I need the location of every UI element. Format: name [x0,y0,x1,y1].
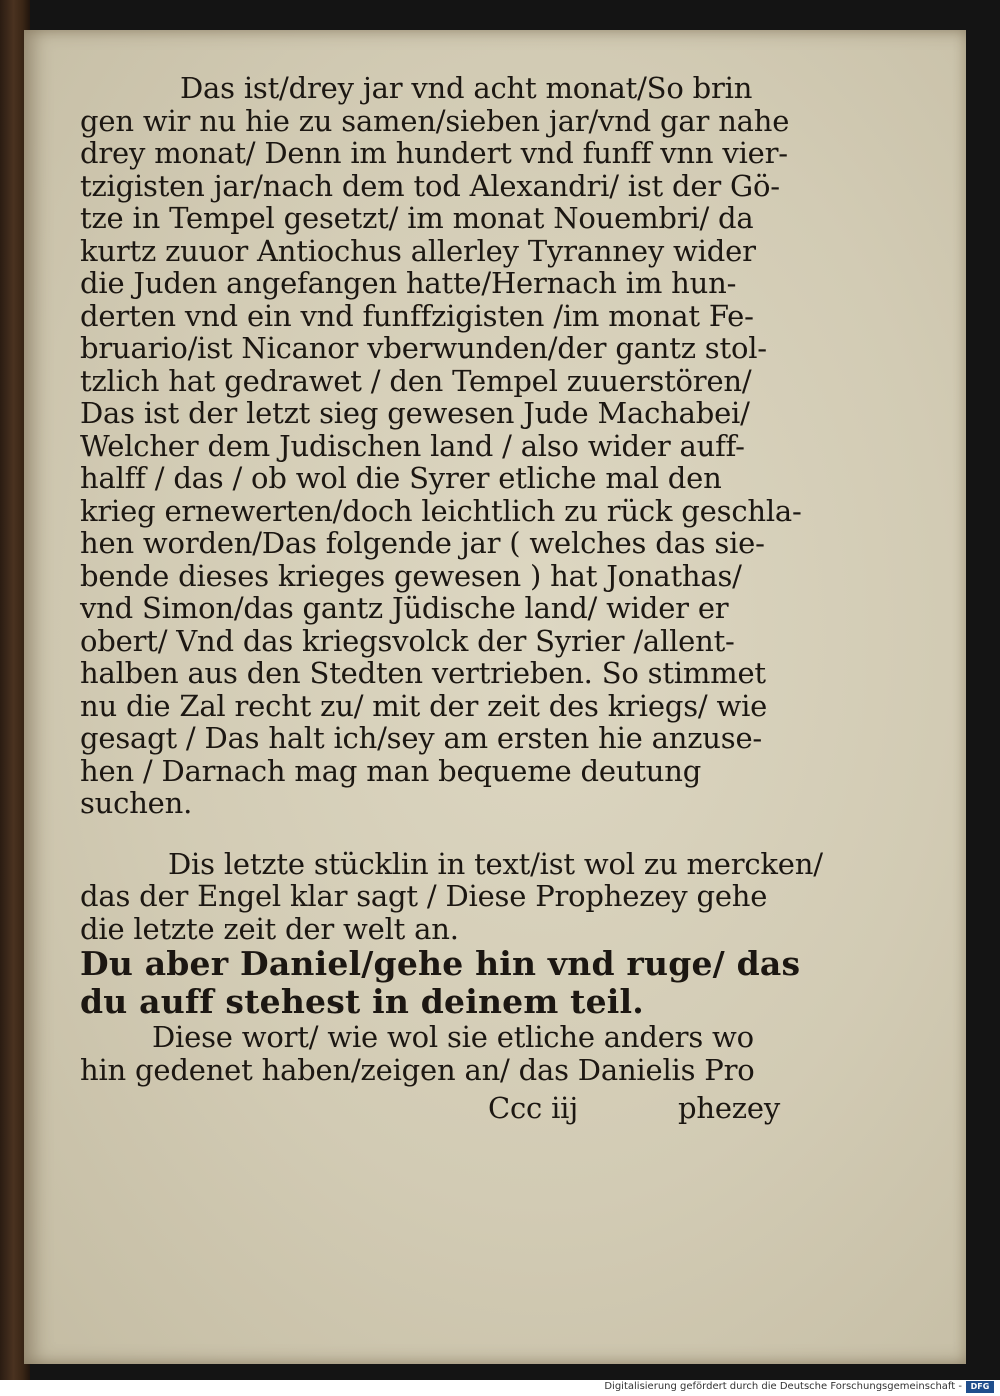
text-line: hin gedenet haben/zeigen an/ das Danielis Pro [80,1052,755,1087]
commentary [80,1021,800,1086]
scripture-line: Du aber Daniel/gehe hin vnd ruge/ das [80,944,801,983]
page-footer-row [80,1090,800,1128]
text-line: Welcher dem Judischen land / also wider auff- [80,428,745,463]
text-line: Diese wort/ wie wol sie etliche anders wo [152,1020,754,1054]
text-line: gen wir nu hie zu samen/sieben jar/vnd gar nahe [80,103,790,138]
text-line: Dis letzte stücklin in text/ist wol zu mercken/ [168,846,823,881]
text-line: obert/ Vnd das kriegsvolck der Syrier /allent- [80,623,735,658]
text-line: halff / das / ob wol die Syrer etliche mal den [80,461,722,495]
text-line: kurtz zuuor Antiochus allerley Tyranney wider [80,233,756,268]
page-text [80,71,823,1128]
text-line: Das ist der letzt sieg gewesen Jude Machabei/ [80,396,750,430]
text-line: hen / Darnach mag man bequeme deutung [80,753,702,788]
text-line: vnd Simon/das gantz Jüdische land/ wider er [80,591,729,625]
text-line: drey monat/ Denn im hundert vnd funff vnn vier- [80,136,788,170]
text-line: tzlich hat gedrawet / den Tempel zuuerstören/ [80,363,752,398]
text-line: derten vnd ein vnd funffzigisten /im monat Fe- [80,298,754,333]
book-page [24,30,966,1364]
text-line: tze in Tempel gesetzt/ im monat Nouembri/ da [80,201,754,235]
dfg-logo-icon: DFG [966,1381,994,1393]
scripture-line: du auff stehest in deinem teil. [80,982,644,1021]
text-line: bruario/ist Nicanor vberwunden/der gantz stol- [80,331,767,365]
scripture-quote [80,945,800,1021]
paragraph-gap [80,820,800,848]
paragraph-2 [80,846,823,946]
text-line: das der Engel klar sagt / Diese Prophezey gehe [80,879,768,913]
text-line: tzigisten jar/nach dem tod Alexandri/ ist der Gö- [80,168,780,203]
funding-credit: Digitalisierung gefördert durch die Deutsche Forschungsgemeinschaft - [604,1381,962,1392]
text-line: Das ist/drey jar vnd acht monat/So brin [180,71,753,105]
text-line: krieg ernewerten/doch leichtlich zu rück geschla- [80,493,802,528]
text-line: nu die Zal recht zu/ mit der zeit des kriegs/ wie [80,688,768,723]
paragraph-1 [80,72,800,820]
text-line: bende dieses krieges gewesen ) hat Jonathas/ [80,558,742,593]
catchword: phezey [678,1091,781,1125]
text-line: halben aus den Stedten vertrieben. So stimmet [80,656,766,690]
text-line: gesagt / Das halt ich/sey am ersten hie anzuse- [80,721,763,755]
signature-mark: Ccc iij [488,1091,579,1125]
text-line: die letzte zeit der welt an. [80,911,459,946]
text-line: hen worden/Das folgende jar ( welches das sie- [80,526,765,560]
text-line: suchen. [80,786,193,820]
text-line: die Juden angefangen hatte/Hernach im hun- [80,266,737,300]
